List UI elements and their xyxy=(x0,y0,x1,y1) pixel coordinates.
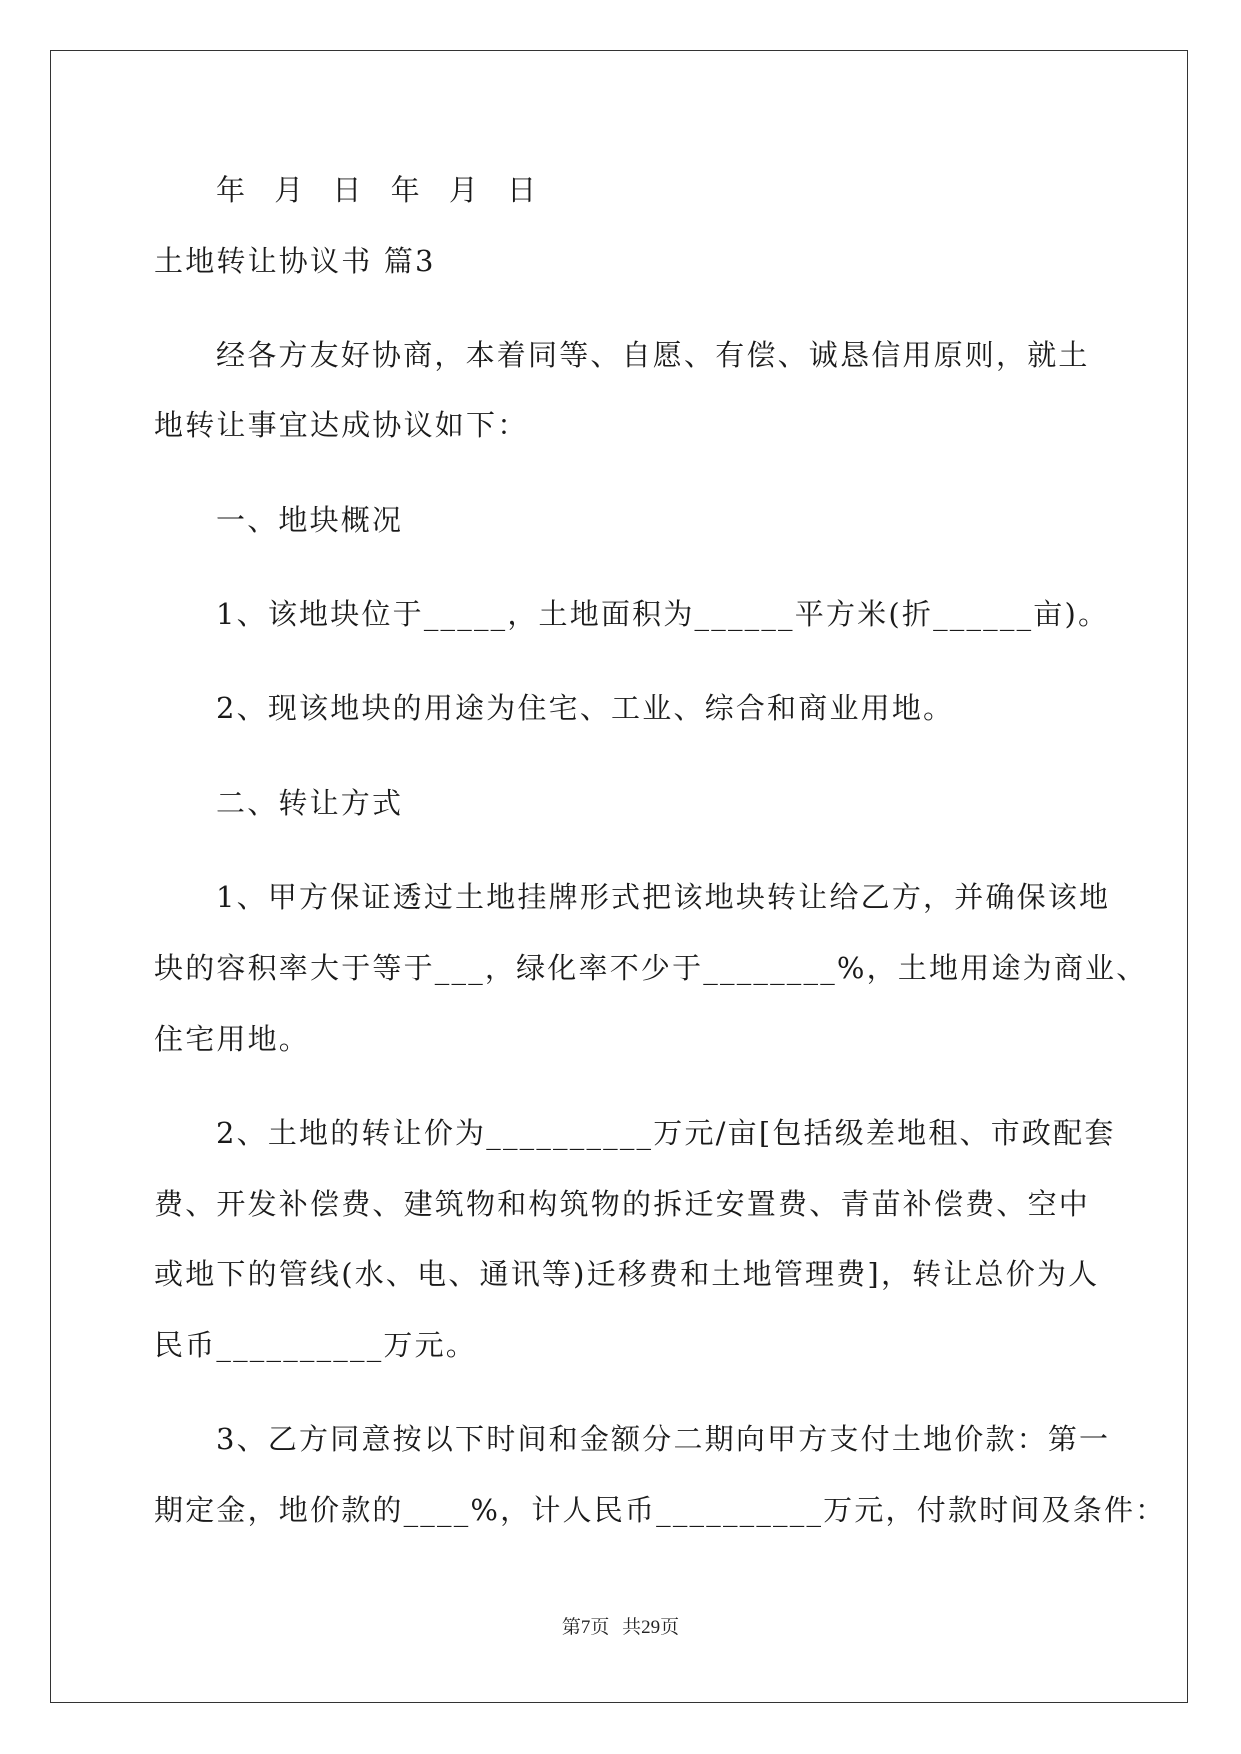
heading-transfer-method: 二、转让方式 xyxy=(216,786,404,820)
section-title: 土地转让协议书 篇3 xyxy=(154,244,436,278)
paragraph-line: 住宅用地。 xyxy=(154,1022,311,1056)
paragraph-line: 1、该地块位于_____，土地面积为______平方米(折______亩)。 xyxy=(216,597,1110,631)
date-line: 年 月 日 年 月 日 xyxy=(216,173,541,207)
page-total: 共29页 xyxy=(622,1617,680,1638)
paragraph-line: 或地下的管线(水、电、通讯等)迁移费和土地管理费]，转让总价为人 xyxy=(154,1257,1100,1291)
page-footer xyxy=(0,1612,1241,1639)
paragraph-line: 费、开发补偿费、建筑物和构筑物的拆迁安置费、青苗补偿费、空中 xyxy=(154,1187,1091,1221)
paragraph-line: 1、甲方保证透过土地挂牌形式把该地块转让给乙方，并确保该地 xyxy=(216,880,1111,914)
paragraph-line: 3、乙方同意按以下时间和金额分二期向甲方支付土地价款：第一 xyxy=(216,1422,1111,1456)
heading-land-overview: 一、地块概况 xyxy=(216,503,404,537)
paragraph-line: 地转让事宜达成协议如下： xyxy=(154,408,529,442)
paragraph-line: 民币__________万元。 xyxy=(154,1328,478,1362)
paragraph-line: 2、土地的转让价为__________万元/亩[包括级差地租、市政配套 xyxy=(216,1116,1116,1150)
paragraph-line: 经各方友好协商，本着同等、自愿、有偿、诚恳信用原则，就土 xyxy=(216,338,1090,372)
page-number: 第7页 xyxy=(561,1617,610,1638)
paragraph-line: 期定金，地价款的____%，计人民币__________万元，付款时间及条件： xyxy=(154,1493,1167,1527)
paragraph-line: 块的容积率大于等于___，绿化率不少于________%，土地用途为商业、 xyxy=(154,951,1148,985)
paragraph-line: 2、现该地块的用途为住宅、工业、综合和商业用地。 xyxy=(216,691,955,725)
